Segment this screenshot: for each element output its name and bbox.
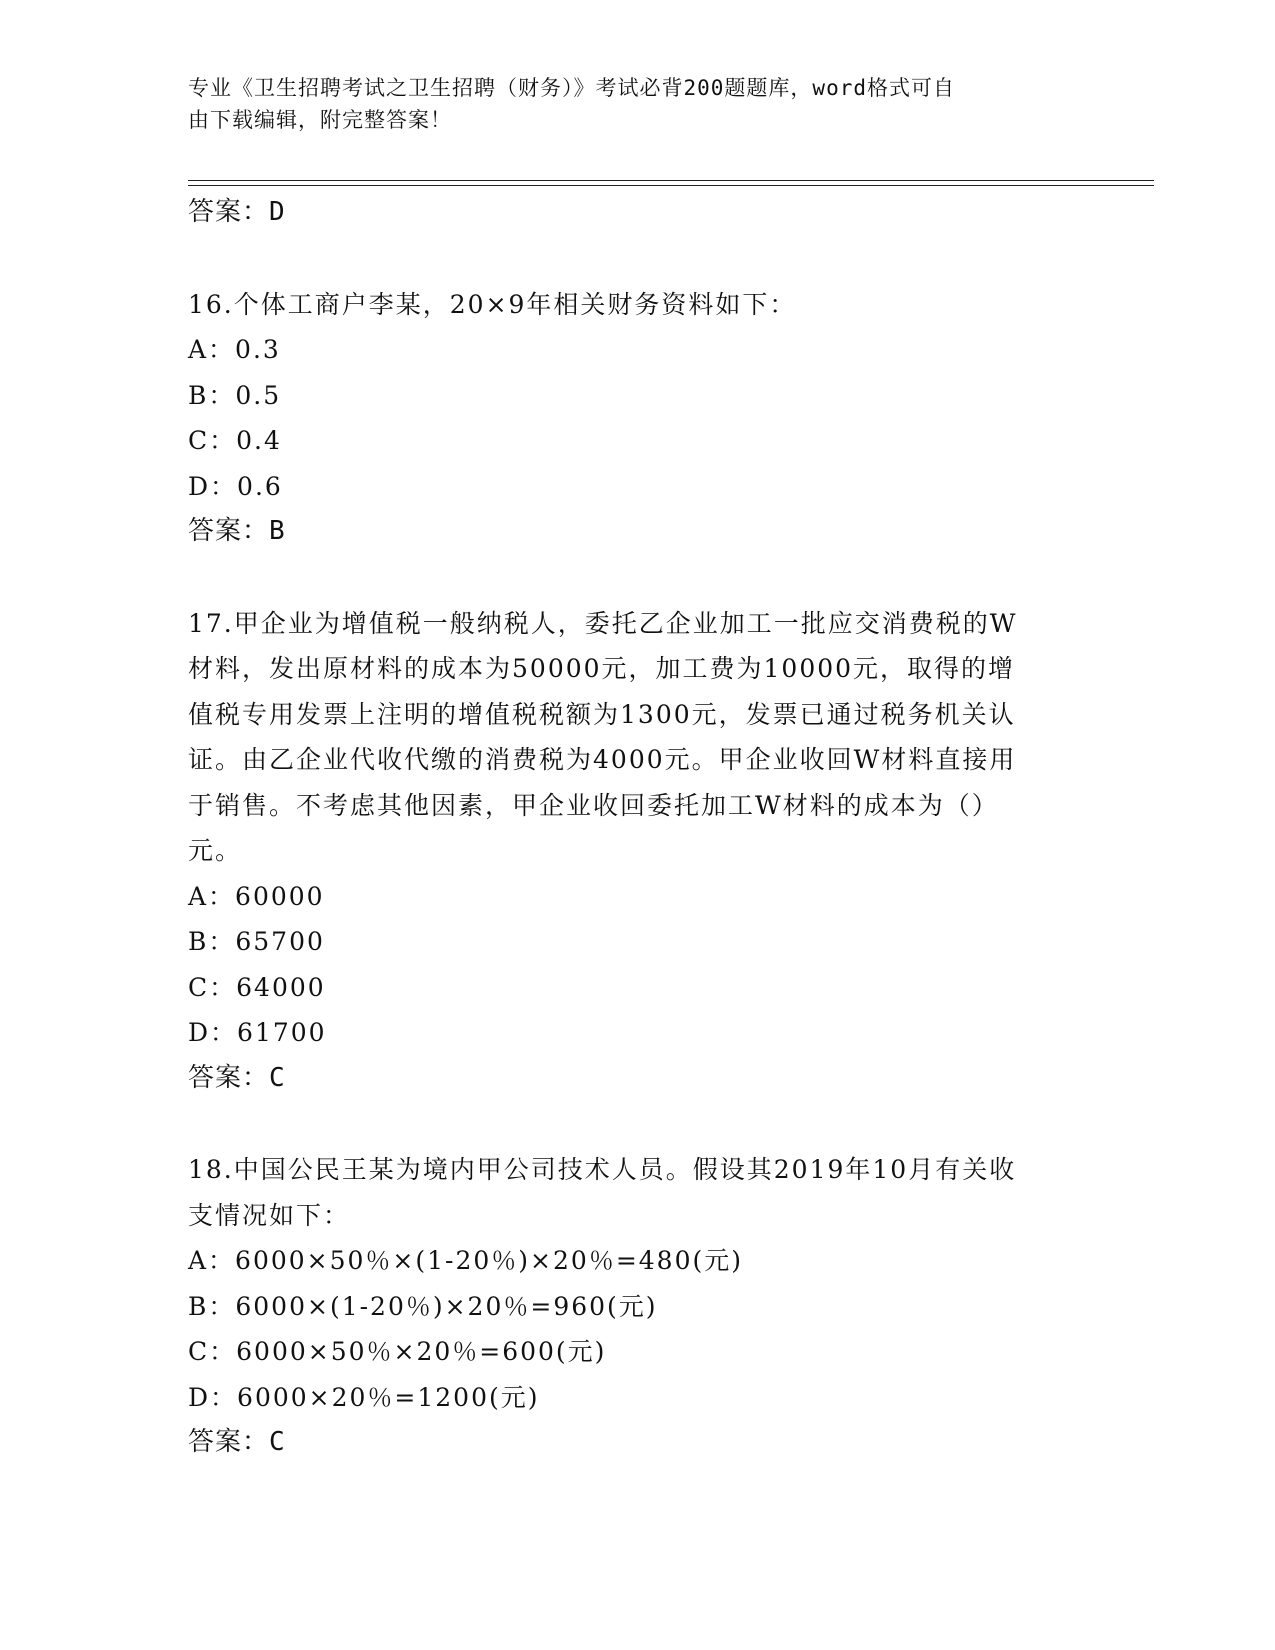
header-line-2: 由下载编辑，附完整答案！ — [188, 108, 452, 132]
question-17 — [188, 601, 1088, 1102]
question-answer: 答案：C — [188, 1062, 286, 1093]
question-stem-line: 值税专用发票上注明的增值税税额为1300元，发票已通过税务机关认 — [188, 699, 1016, 729]
header-divider-bottom — [188, 185, 1154, 186]
question-answer: 答案：C — [188, 1427, 286, 1457]
header-divider-top — [188, 180, 1154, 181]
option-c: C：0.4 — [188, 426, 282, 455]
option-a: A：60000 — [188, 881, 325, 911]
previous-answer: 答案：D — [188, 197, 286, 227]
document-header — [188, 72, 1088, 136]
header-line-1: 专业《卫生招聘考试之卫生招聘（财务）》考试必背200题题库，word格式可自 — [188, 76, 955, 100]
question-stem-line: 18.中国公民王某为境内甲公司技术人员。假设其2019年10月有关收 — [188, 1155, 1017, 1184]
option-a: A：0.3 — [188, 335, 281, 364]
option-c: C：6000×50％×20％=600(元) — [188, 1337, 607, 1366]
spacer — [188, 236, 1088, 282]
document-body — [188, 190, 1088, 1466]
question-18 — [188, 1147, 1088, 1466]
question-stem-line: 于销售。不考虑其他因素，甲企业收回委托加工W材料的成本为（） — [188, 790, 999, 820]
option-b: B：0.5 — [188, 380, 282, 410]
question-stem: 16.个体工商户李某，20×9年相关财务资料如下： — [188, 289, 797, 319]
option-b: B：65700 — [188, 927, 325, 956]
question-stem-line: 材料，发出原材料的成本为50000元，加工费为10000元，取得的增 — [188, 654, 1016, 683]
question-stem-line: 元。 — [188, 836, 243, 865]
option-b: B：6000×(1-20％)×20％=960(元) — [188, 1291, 658, 1321]
option-d: D：0.6 — [188, 471, 283, 501]
question-stem-line: 支情况如下： — [188, 1200, 351, 1230]
option-c: C：64000 — [188, 972, 326, 1002]
question-answer: 答案：B — [188, 516, 286, 546]
option-d: D：61700 — [188, 1018, 327, 1047]
question-stem-line: 17.甲企业为增值税一般纳税人，委托乙企业加工一批应交消费税的W — [188, 608, 1018, 638]
question-stem-line: 证。由乙企业代收代缴的消费税为4000元。甲企业收回W材料直接用 — [188, 745, 1017, 774]
question-16 — [188, 282, 1088, 555]
spacer — [188, 1101, 1088, 1147]
spacer — [188, 555, 1088, 601]
option-a: A：6000×50％×(1-20％)×20％=480(元) — [188, 1246, 743, 1275]
option-d: D：6000×20％=1200(元) — [188, 1382, 540, 1412]
